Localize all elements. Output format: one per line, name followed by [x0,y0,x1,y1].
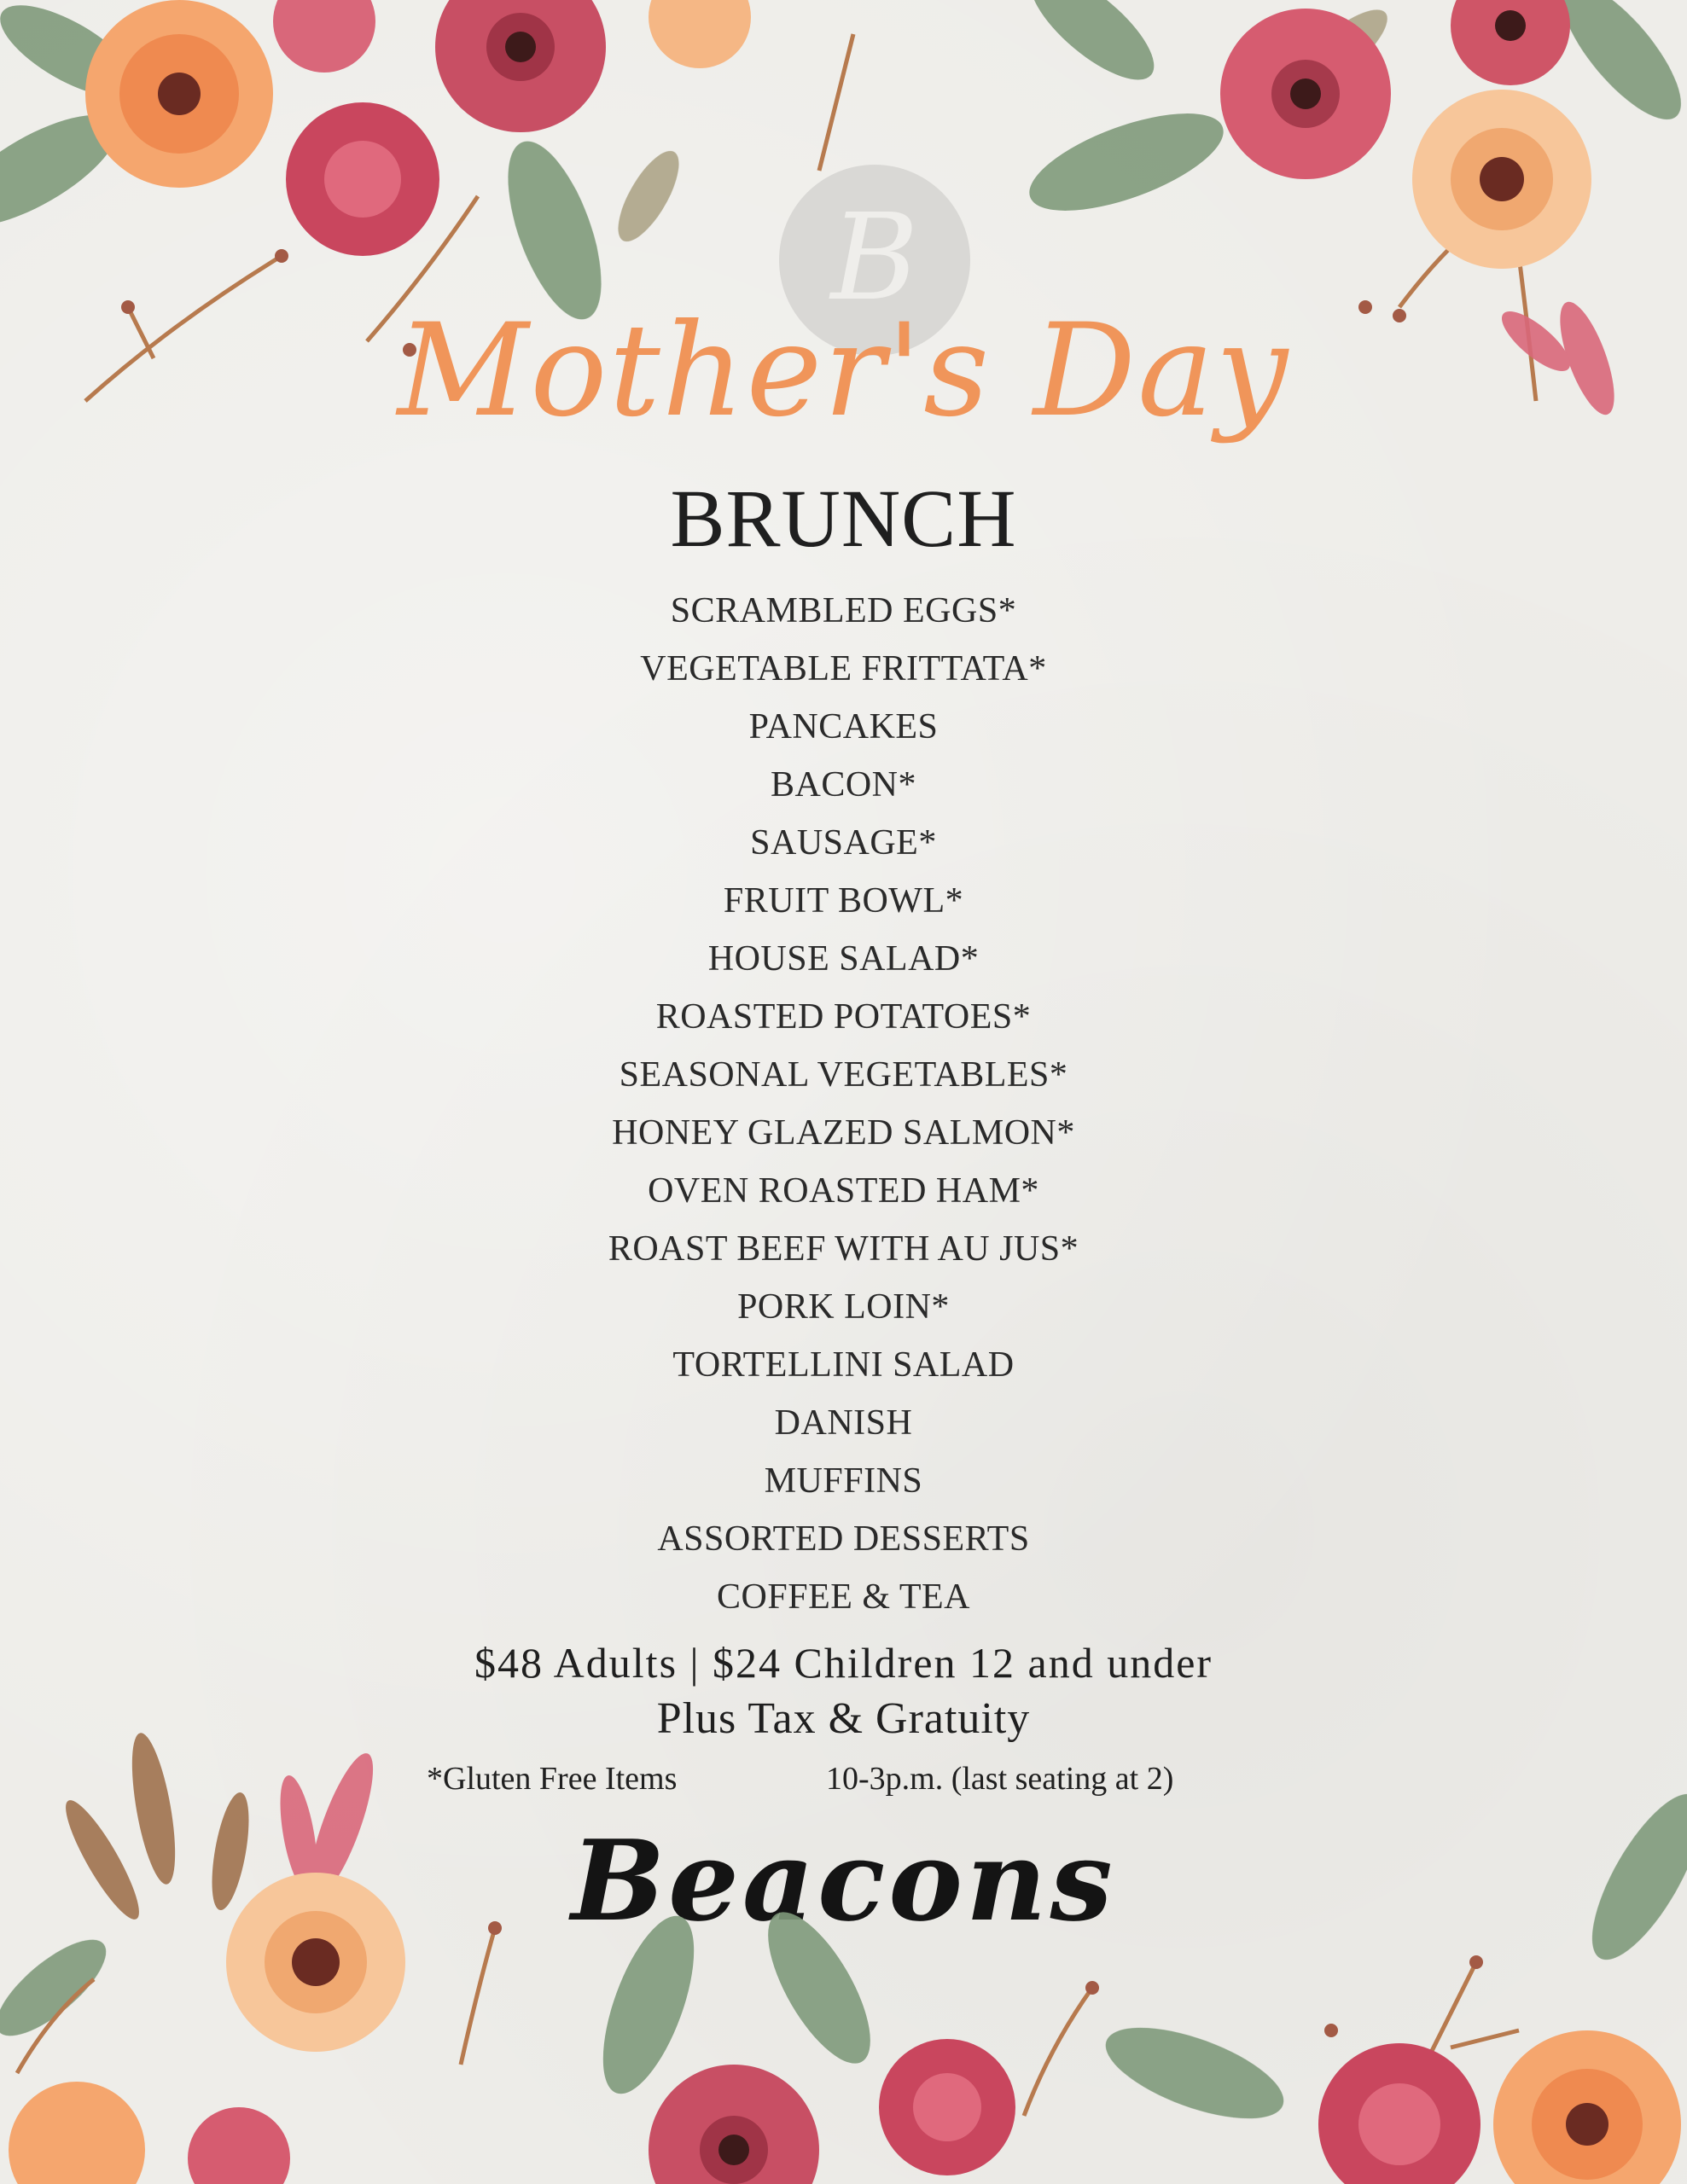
page-title: BRUNCH [670,473,1017,564]
menu-item: FRUIT BOWL* [723,881,964,921]
menu-item: MUFFINS [764,1461,923,1501]
menu-item: OVEN ROASTED HAM* [648,1171,1039,1211]
menu-item: VEGETABLE FRITTATA* [640,649,1047,688]
menu-item: ROASTED POTATOES* [655,997,1032,1037]
menu-item: ASSORTED DESSERTS [657,1519,1030,1559]
menu-item: HONEY GLAZED SALMON* [612,1113,1075,1153]
menu-item: TORTELLINI SALAD [672,1345,1015,1385]
gluten-free-note: *Gluten Free Items [427,1761,678,1797]
menu-item: SAUSAGE* [750,823,937,863]
floral-border-bottom [0,1706,1687,2184]
tax-gratuity-line: Plus Tax & Gratuity [656,1694,1031,1743]
brand-logo-text: Beacons [571,1815,1116,1946]
menu-item: COFFEE & TEA [717,1577,970,1617]
menu-list [0,587,1687,1631]
menu-item: SEASONAL VEGETABLES* [619,1055,1068,1095]
menu-item: SCRAMBLED EGGS* [670,591,1017,630]
menu-item: PORK LOIN* [737,1287,950,1327]
menu-item: HOUSE SALAD* [707,939,980,979]
menu-item: DANISH [774,1403,913,1443]
menu-item: ROAST BEEF WITH AU JUS* [608,1229,1079,1269]
menu-item: BACON* [770,765,917,804]
menu-item: PANCAKES [748,707,939,746]
hours-note: 10-3p.m. (last seating at 2) [826,1761,1174,1797]
logo-letter: B [830,189,919,328]
script-title: Mother's Day [397,297,1290,445]
price-line: $48 Adults | $24 Children 12 and under [474,1639,1213,1687]
